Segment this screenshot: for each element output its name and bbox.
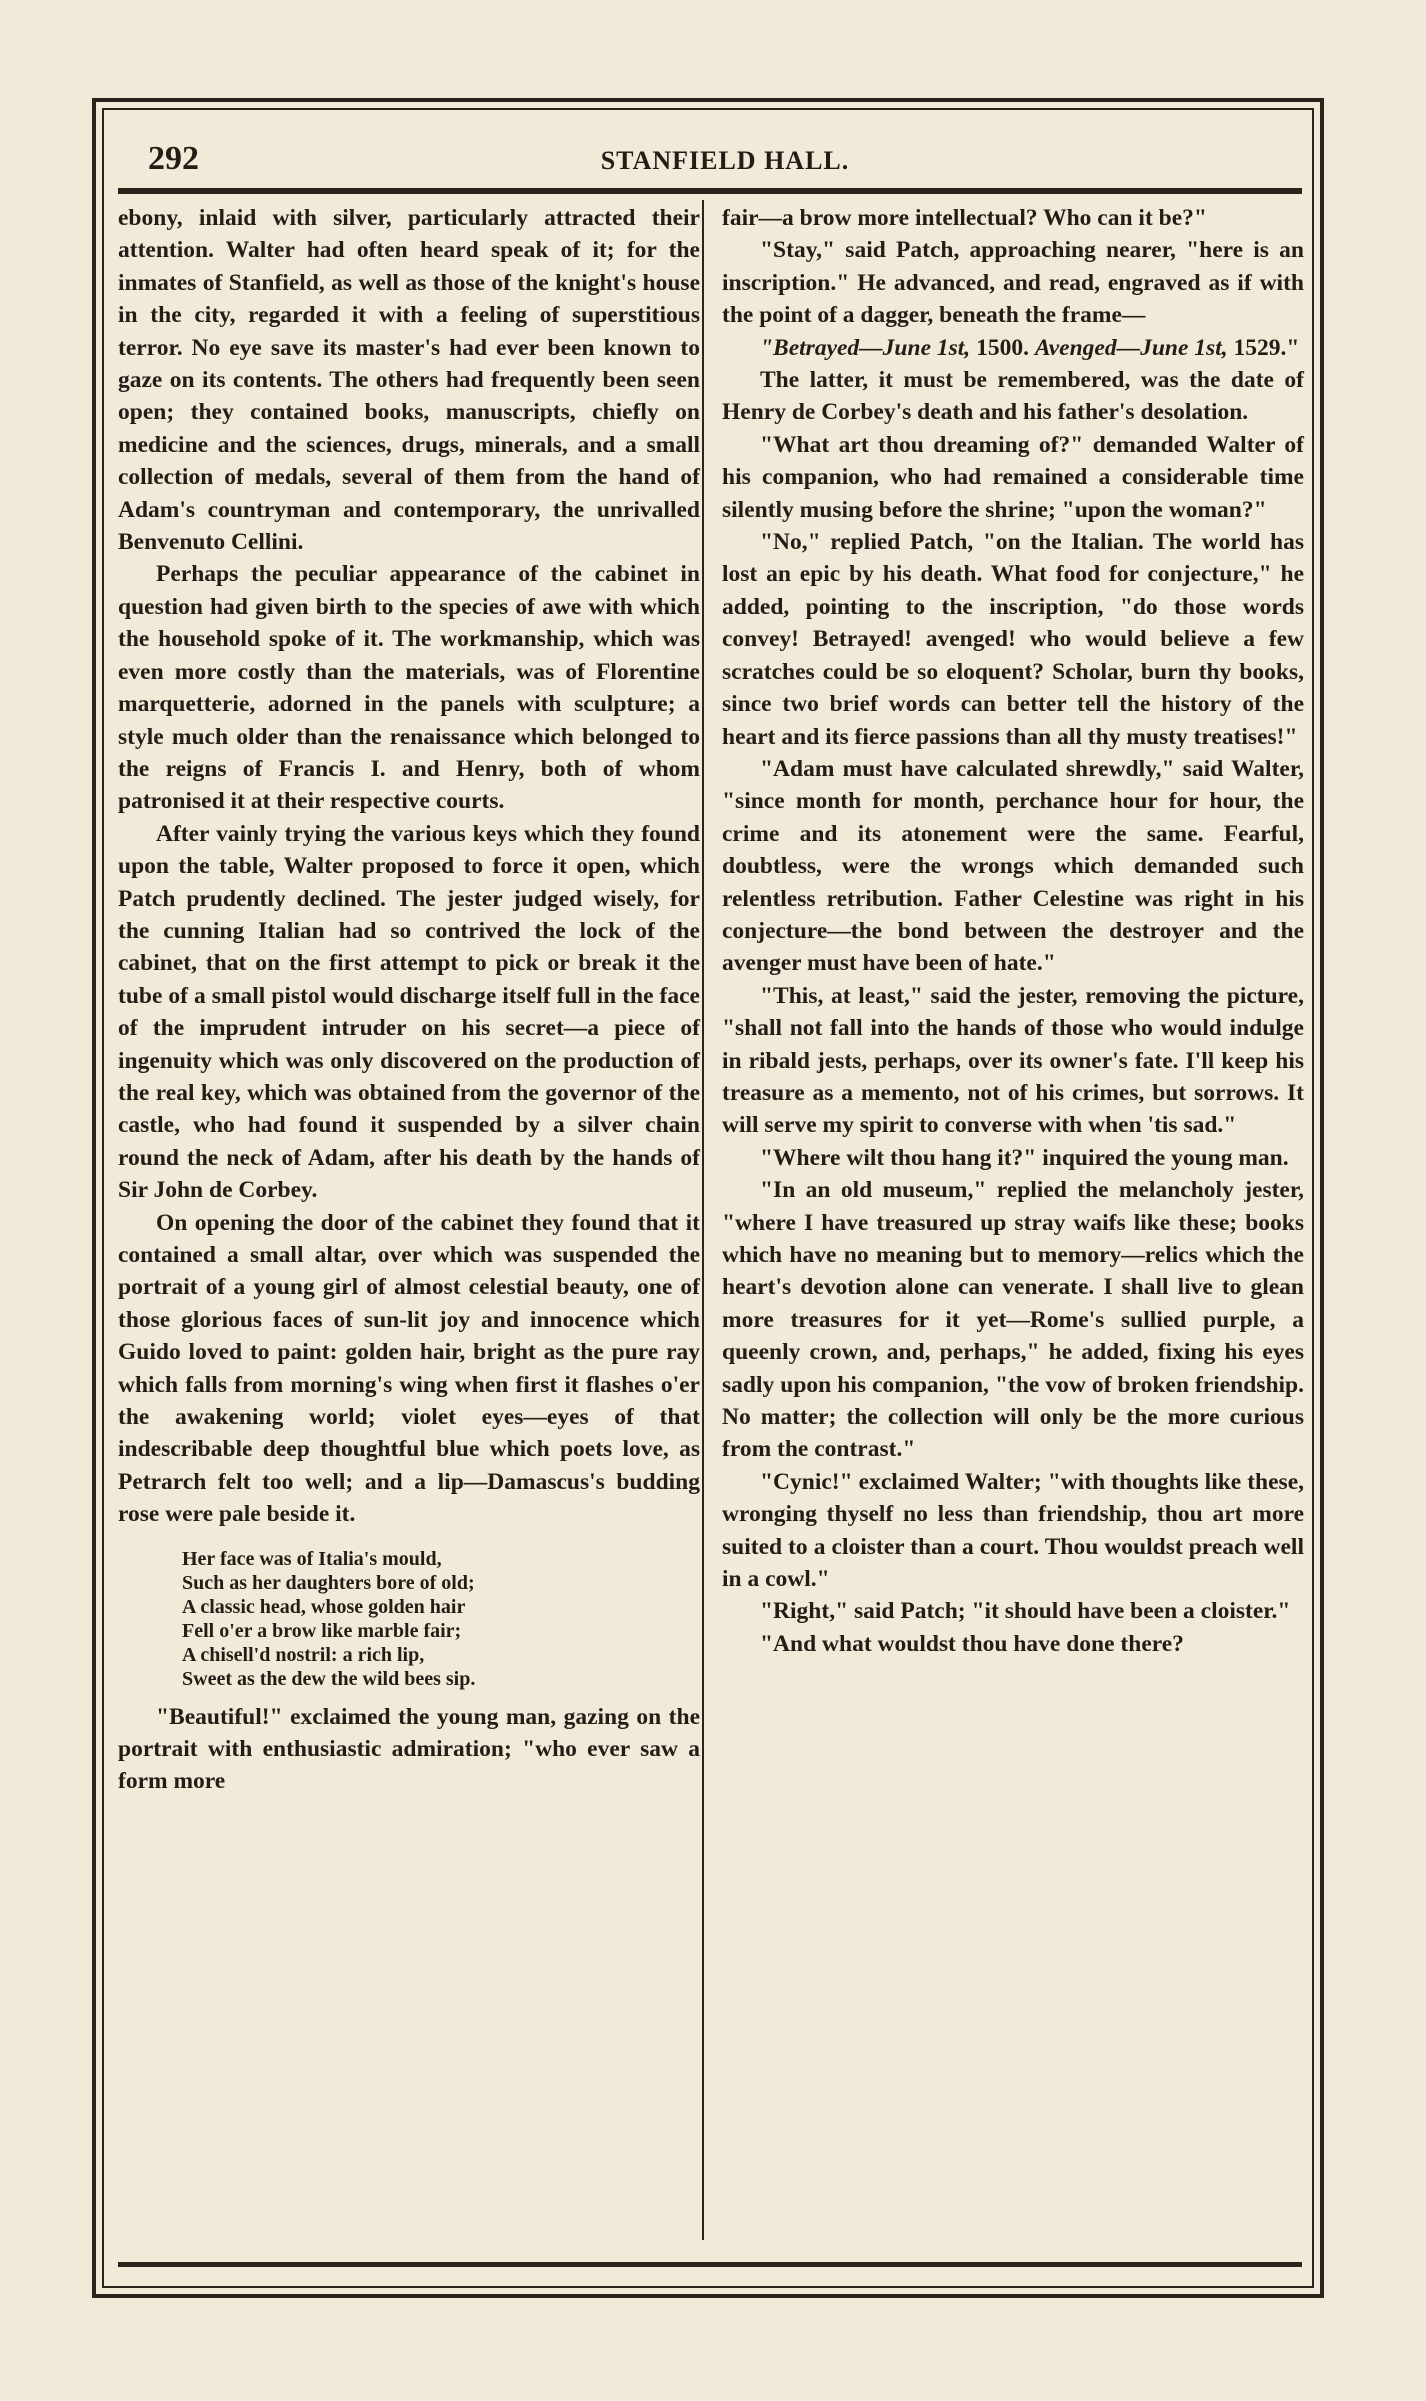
paragraph: "Cynic!" exclaimed Walter; "with thoughts like these, wronging thyself no less than friendship, thou art more suited to a cloister than a court. Thou wouldst preach well in a cowl." [722, 1468, 1304, 1593]
verse-line: Sweet as the dew the wild bees sip. [182, 1667, 476, 1690]
right-column [722, 202, 1304, 1660]
inscription-year-2: 1529." [1227, 334, 1300, 361]
paragraph: Perhaps the peculiar appearance of the cabinet in question had given birth to the species of awe with which the household spoke of it. The workmanship, which was even more costly than the materials, was of Florentine marquetterie, adorned in the panels with sculpture; a style much older than the renaissance which belonged to the reigns of Francis I. and Henry, both of whom patronised it at their respective courts. [118, 561, 700, 815]
paragraph: After vainly trying the various keys which they found upon the table, Walter proposed to force it open, which Patch prudently declined. The jester judged wisely, for the cunning Italian had so contrived the lock of the cabinet, that on the first attempt to pick or break it the tube of a small pistol would discharge itself full in the face of the imprudent intruder on his secret—a piece of ingenuity which was only discovered on the production of the real key, which was obtained from the governor of the castle, who had found it suspended by a silver chain round the neck of Adam, after his death by the hands of Sir John de Corbey. [118, 820, 700, 1204]
paragraph: "Stay," said Patch, approaching nearer, "here is an inscription." He advanced, and read, engraved as if with the point of a dagger, beneath the frame— [722, 237, 1304, 329]
column-divider [702, 200, 704, 2240]
inscription-avenged: Avenged—June 1st, [1034, 334, 1228, 361]
page-number: 292 [148, 140, 199, 177]
verse-line: Her face was of Italia's mould, [182, 1547, 442, 1570]
header-rule [118, 188, 1302, 194]
inscription-year-1: 1500. [970, 334, 1035, 361]
bottom-rule [118, 2262, 1302, 2267]
paragraph: "Where wilt thou hang it?" inquired the young man. [760, 1144, 1289, 1171]
verse-line: A chisell'd nostril: a rich lip, [182, 1643, 425, 1666]
inscription [722, 332, 1304, 364]
paragraph: "In an old museum," replied the melancholy jester, "where I have treasured up stray waifs like these; books which have no meaning but to memory—relics which the heart's devotion alone can venerate. I shall live to glean more treasures for it yet—Rome's sullied purple, a queenly crown, and, perhaps," he added, fixing his eyes sadly upon his companion, "the vow of broken friendship. No matter; the collection will only be the more curious from the contrast." [722, 1177, 1304, 1463]
inscription-betrayed: "Betrayed—June 1st, [760, 334, 971, 361]
paragraph: "This, at least," said the jester, removing the picture, "shall not fall into the hands of those who would indulge in ribald jests, perhaps, over its owner's fate. I'll keep his treasure as a memento, not of his crimes, but sorrows. It will serve my spirit to converse with when 'tis sad." [722, 982, 1304, 1139]
paragraph: "Right," said Patch; "it should have been a cloister." [760, 1598, 1291, 1625]
paragraph: On opening the door of the cabinet they found that it contained a small altar, over which was suspended the portrait of a young girl of almost celestial beauty, one of those glorious faces of sun-lit joy and innocence which Guido loved to paint: golden hair, bright as the pure ray which falls from morning's wing when first it flashes o'er the awakening world; violet eyes—eyes of that indescribable deep thoughtful blue which poets love, as Petrarch felt too well; and a lip—Damascus's budding rose were pale beside it. [118, 1209, 700, 1528]
verse-line: A classic head, whose golden hair [182, 1595, 466, 1618]
paragraph: "And what wouldst thou have done there? [760, 1630, 1184, 1657]
verse-line: Such as her daughters bore of old; [182, 1571, 475, 1594]
verse-block [182, 1547, 700, 1691]
running-title: STANFIELD HALL. [600, 146, 850, 175]
paragraph: "No," replied Patch, "on the Italian. The world has lost an epic by his death. What food for conjecture," he added, pointing to the inscription, "do those words convey! Betrayed! avenged! who would believe a few scratches could be so eloquent? Scholar, burn thy books, since two brief words can better tell the history of the heart and its fierce passions than all thy musty treatises!" [722, 529, 1304, 750]
verse-line: Fell o'er a brow like marble fair; [182, 1619, 462, 1642]
paragraph: The latter, it must be remembered, was the date of Henry de Corbey's death and his father's desolation. [722, 367, 1304, 426]
paragraph: "What art thou dreaming of?" demanded Walter of his companion, who had remained a considerable time silently musing before the shrine; "upon the woman?" [722, 431, 1304, 523]
paragraph: fair—a brow more intellectual? Who can it be?" [722, 205, 1207, 231]
paragraph: "Adam must have calculated shrewdly," said Walter, "since month for month, perchance hour for hour, the crime and its atonement were the same. Fearful, doubtless, were the wrongs which demanded such relentless retribution. Father Celestine was right in his conjecture—the bond between the destroyer and the avenger must have been of hate." [722, 755, 1304, 977]
left-column [118, 202, 700, 1798]
paragraph: ebony, inlaid with silver, particularly attracted their attention. Walter had often heard speak of it; for the inmates of Stanfield, as well as those of the knight's house in the city, regarded it with a feeling of superstitious terror. No eye save its master's had ever been known to gaze on its contents. The others had frequently been seen open; they contained books, manuscripts, chiefly on medicine and the sciences, drugs, minerals, and a small collection of medals, several of them from the hand of Adam's countryman and contemporary, the unrivalled Benvenuto Cellini. [118, 205, 700, 556]
paragraph: "Beautiful!" exclaimed the young man, gazing on the portrait with enthusiastic admiration; "who ever saw a form more [118, 1703, 700, 1795]
